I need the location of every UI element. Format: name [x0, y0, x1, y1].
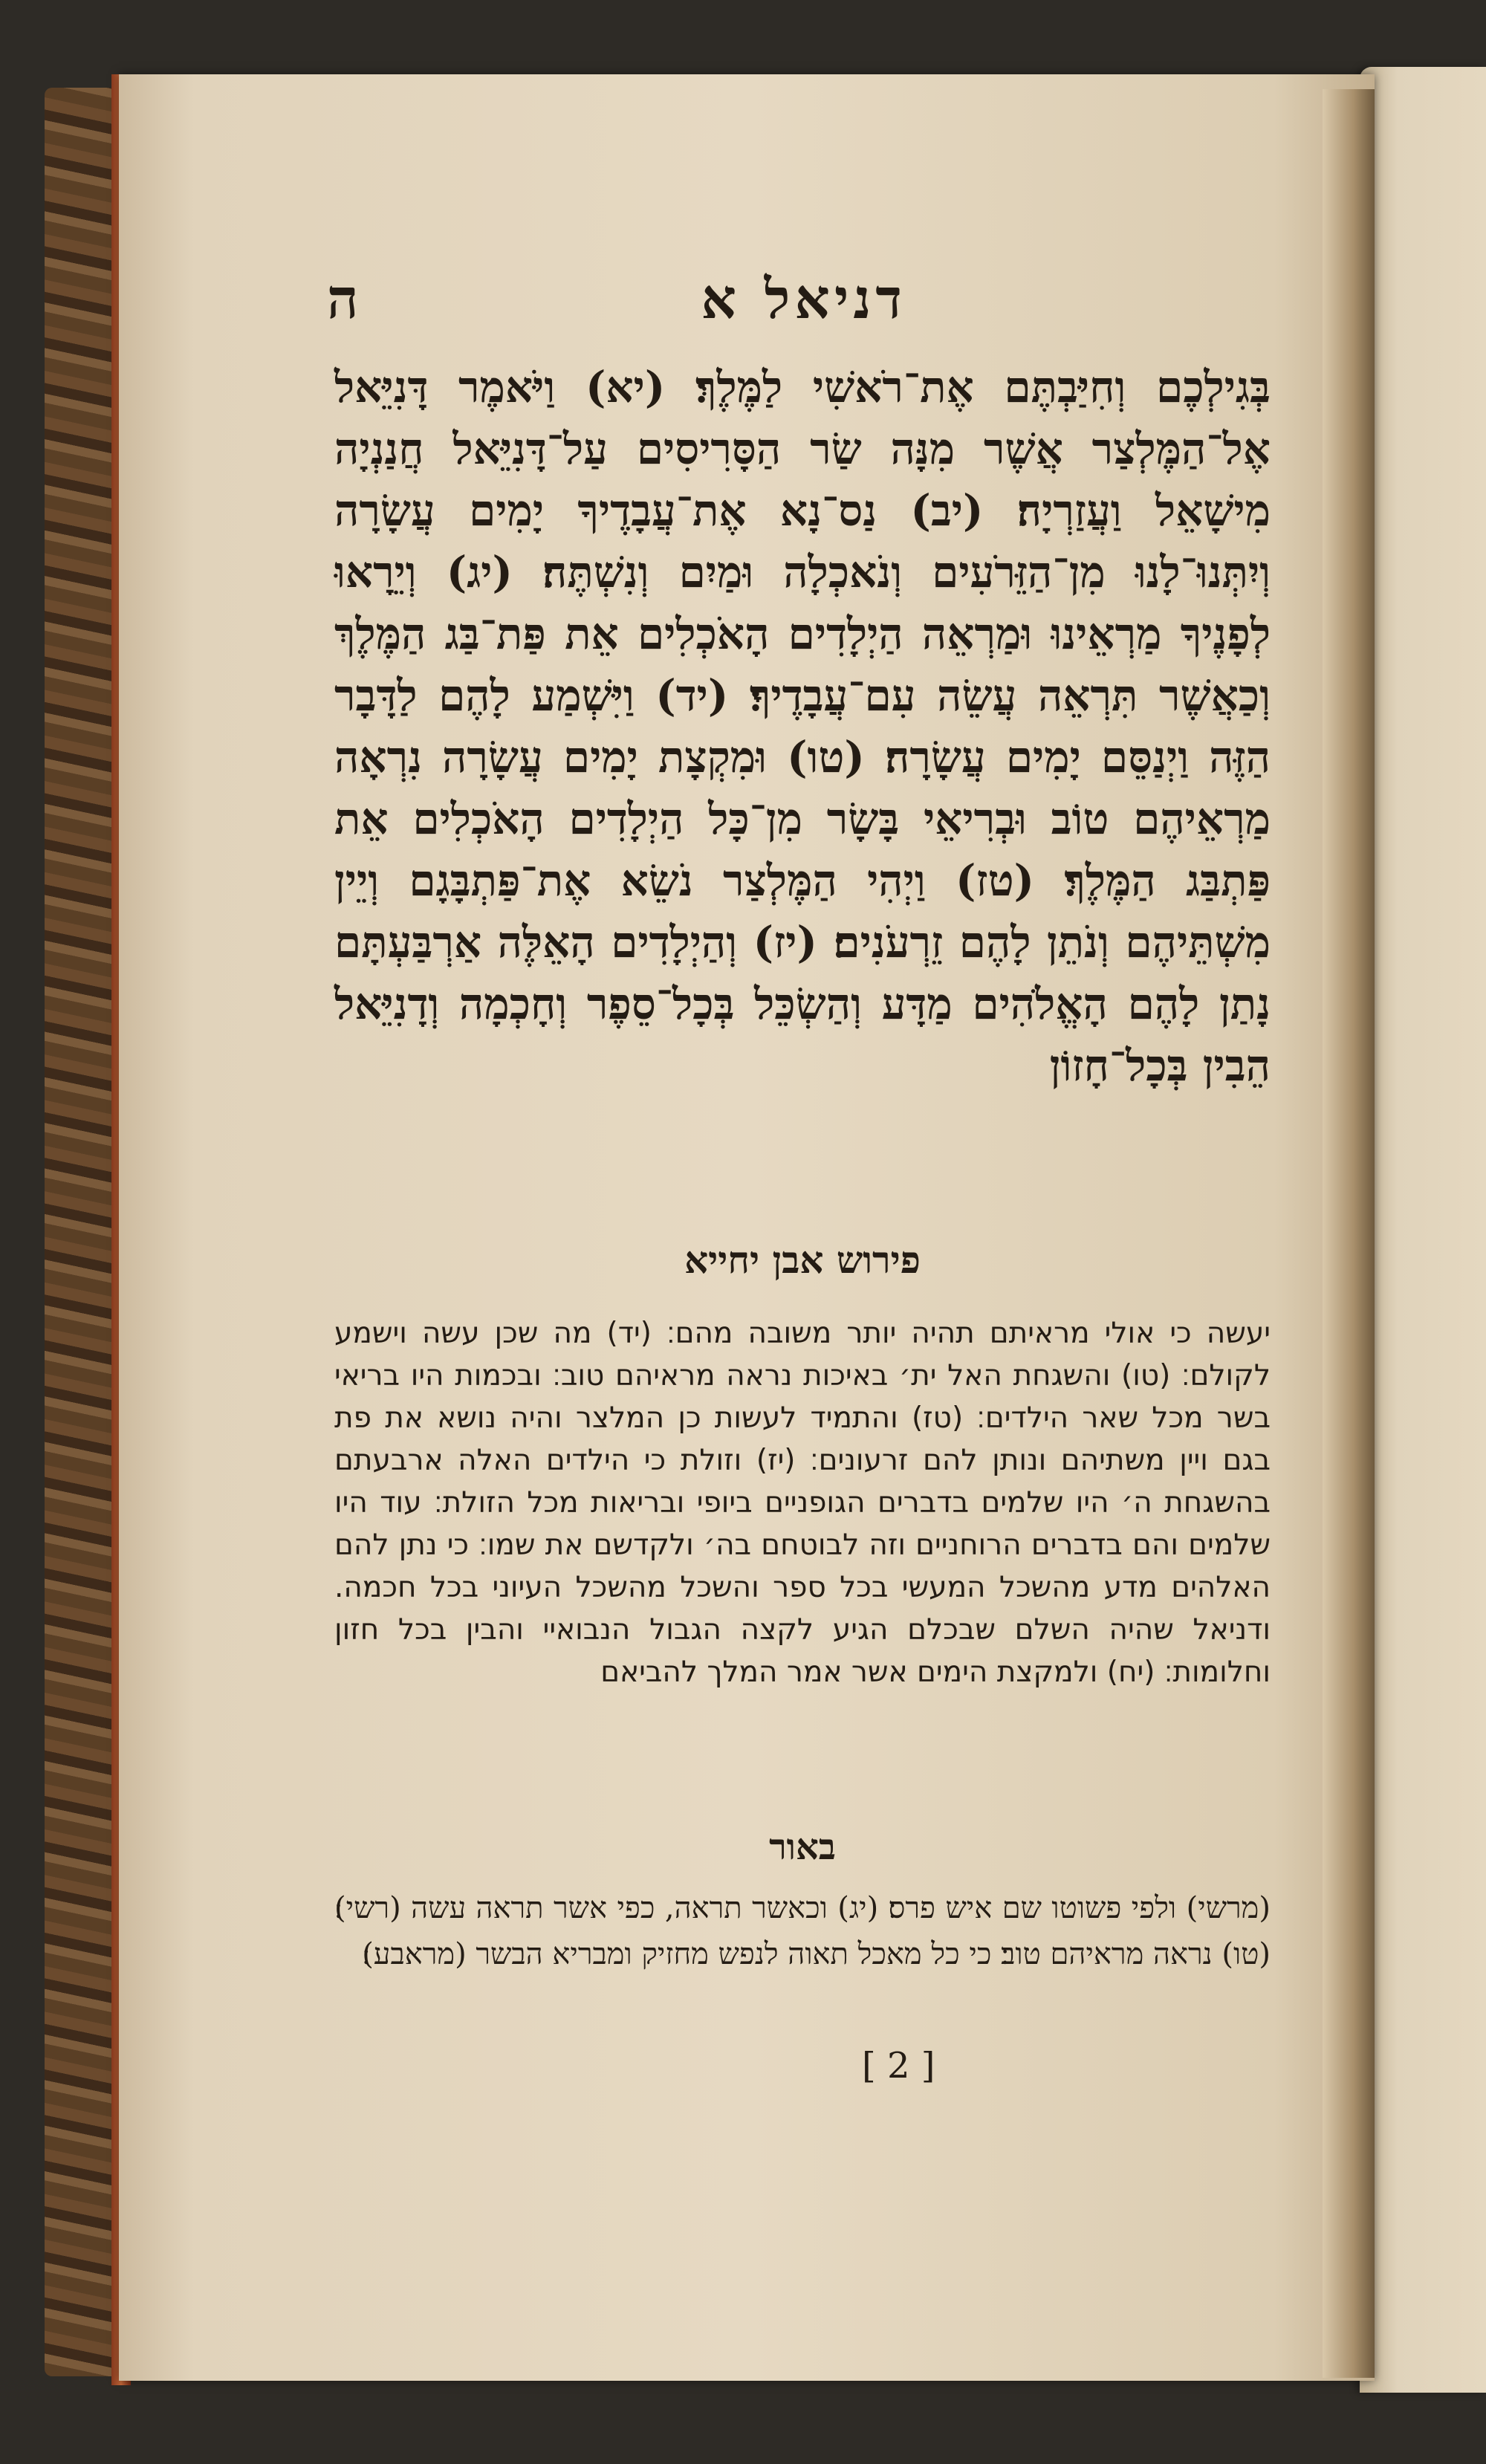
running-title: דניאל א: [701, 268, 906, 331]
page-gutter: [1323, 89, 1375, 2378]
commentary-text: יעשה כי אולי מראיתם תהיה יותר משובה מהם׃ (יד) מה שכן עשה וישמע לקולם׃ (טו) והשגחת האל ית׳ באיכות נראה מראיהם טוב׃ ובכמות היו בריאי בשר מכל שאר הילדים׃ (טז) והתמיד לעשות כן המלצר והיה נושא את פת בגם ויין משתיהם ונותן להם זרעונים׃ (יז) וזולת כי הילדים האלה ארבעתם בהשגחת ה׳ היו שלמים בדברים הגופניים ביופי ובריאות מכל הזולת׃ עוד היו שלמים והם בדברים הרוחניים וזה לבוטחם בה׳ ולקדשם את שמו׃ כי נתן להם האלהים מדע מהשכל המעשי בכל ספר והשכל מהשכל העיוני בכל חכמה. ודניאל שהיה השלם שבכלם הגיע לקצה הגבול הנבואיי והבין בכל חזון וחלומות׃ (יח) ולמקצת הימים אשר אמר המלך להביאם: [334, 1317, 1271, 1689]
commentary-title: פירוש אבן יחייא: [684, 1238, 921, 1282]
baur-title: באור: [769, 1826, 836, 1868]
page-number: ה: [327, 268, 359, 331]
baur-text: (מרשי) ולפי פשוטו שם איש פרס׃ (יג) וכאשר תראה, כפי אשר תראה עשה (רשי)׃ (טו) נראה מראיהם טוב׃ כי כל מאכל תאוה לנפש מחזיק ומבריא הבשר (מראבע)׃: [334, 1891, 1271, 1971]
running-header: [327, 268, 906, 349]
verse-text: בְּגִילְכֶם וְחִיַּבְתֶּם אֶת־רֹאשִׁי לַמֶּלֶךְ׃ (יא) וַיֹּאמֶר דָּנִיֵּאל אֶל־הַמֶּלְצַר אֲשֶׁר מִנָּה שַׂר הַסָּרִיסִים עַל־דָּנִיֵּאל חֲנַנְיָה מִישָׁאֵל וַעֲזַרְיָה׃ (יב) נַס־נָא אֶת־עֲבָדֶיךָ יָמִים עֲשָׂרָה וְיִתְּנוּ־לָנוּ מִן־הַזֵּרֹעִים וְנֹאכְלָה וּמַיִם וְנִשְׁתֶּה׃ (יג) וְיֵרָאוּ לְפָנֶיךָ מַרְאֵינוּ וּמַרְאֵה הַיְלָדִים הָאֹכְלִים אֵת פַּת־בַּג הַמֶּלֶךְ וְכַאֲשֶׁר תִּרְאֵה עֲשֵׂה עִם־עֲבָדֶיךָ׃ (יד) וַיִּשְׁמַע לָהֶם לַדָּבָר הַזֶּה וַיְנַסֵּם יָמִים עֲשָׂרָה׃ (טו) וּמִקְצָת יָמִים עֲשָׂרָה נִרְאָה מַרְאֵיהֶם טוֹב וּבְרִיאֵי בָּשָׂר מִן־כָּל הַיְלָדִים הָאֹכְלִים אֵת פַּתְבַּג הַמֶּלֶךְ׃ (טז) וַיְהִי הַמֶּלְצַר נֹשֵׂא אֶת־פַּתְבָּגָם וְיֵין מִשְׁתֵּיהֶם וְנֹתֵן לָהֶם זֵרְעֹנִים׃ (יז) וְהַיְלָדִים הָאֵלֶּה אַרְבַּעְתָּם נָתַן לָהֶם הָאֱלֹהִים מַדָּע וְהַשְׂכֵּל בְּכָל־סֵפֶר וְחָכְמָה וְדָנִיֵּאל הֵבִין בְּכָל־חָזוֹן: [334, 362, 1271, 1091]
folio-signature: [ 2 ]: [862, 2045, 935, 2087]
next-page: [1360, 67, 1486, 2393]
